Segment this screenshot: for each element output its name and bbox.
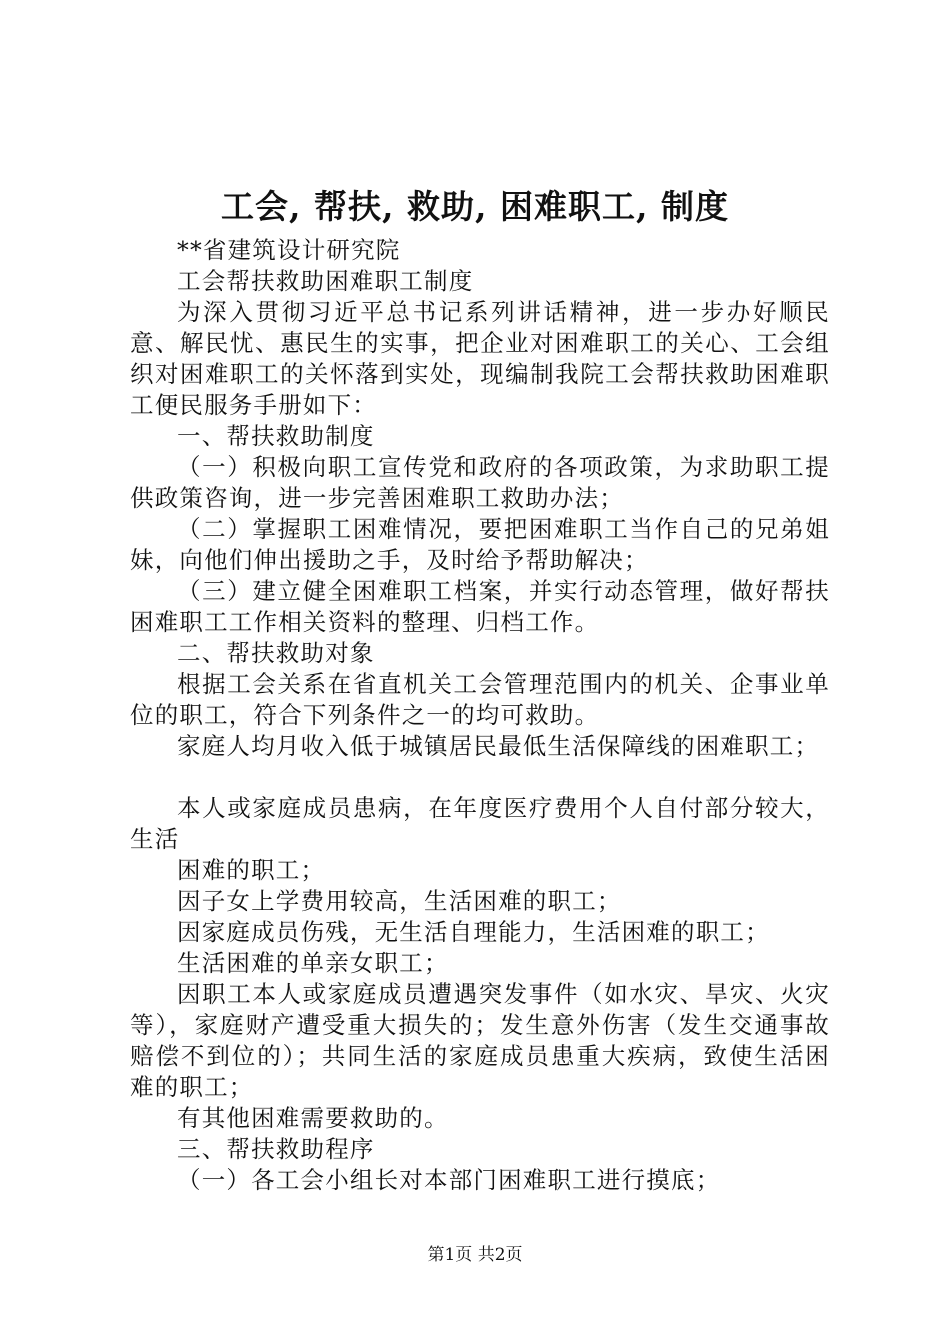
paragraph-condition-single-mother: 生活困难的单亲女职工；: [177, 949, 449, 977]
page-footer: 第1页 共2页: [427, 1245, 523, 1265]
paragraph-condition-disability: 因家庭成员伤残，无生活自理能力，生活困难的职工；: [177, 918, 770, 946]
heading-section-3: 三、帮扶救助程序: [177, 1135, 375, 1163]
paragraph-item-1-1: （一）积极向职工宣传党和政府的各项政策，为求助职工提供政策咨询，进一步完善困难职工救助办法；: [130, 453, 830, 512]
paragraph-procedure-1: （一）各工会小组长对本部门困难职工进行摸底；: [177, 1166, 721, 1194]
heading-section-1: 一、帮扶救助制度: [177, 422, 375, 450]
document-title: 工会, 帮扶, 救助, 困难职工, 制度: [221, 187, 729, 226]
paragraph-condition-illness-cont: 困难的职工；: [177, 856, 326, 884]
paragraph-item-1-3: （三）建立健全困难职工档案，并实行动态管理，做好帮扶困难职工工作相关资料的整理、归档工作。: [130, 577, 830, 636]
paragraph-condition-other: 有其他困难需要救助的。: [177, 1104, 449, 1132]
paragraph-condition-emergency: 因职工本人或家庭成员遭遇突发事件（如水灾、旱灾、火灾等），家庭财产遭受重大损失的；发生意外伤害（发生交通事故赔偿不到位的）；共同生活的家庭成员患重大疾病，致使生活困难的职工；: [130, 980, 830, 1101]
document-body: [130, 235, 830, 1196]
paragraph-institute: **省建筑设计研究院: [177, 236, 401, 264]
heading-section-2: 二、帮扶救助对象: [177, 639, 375, 667]
paragraph-subtitle: 工会帮扶救助困难职工制度: [177, 267, 474, 295]
paragraph-condition-education: 因子女上学费用较高，生活困难的职工；: [177, 887, 622, 915]
paragraph-item-1-2: （二）掌握职工困难情况，要把困难职工当作自己的兄弟姐妹，向他们伸出援助之手，及时给予帮助解决；: [130, 515, 830, 574]
paragraph-eligibility: 根据工会关系在省直机关工会管理范围内的机关、企事业单位的职工，符合下列条件之一的均可救助。: [130, 670, 830, 729]
paragraph-condition-income: 家庭人均月收入低于城镇居民最低生活保障线的困难职工；: [177, 732, 820, 760]
paragraph-condition-illness: 本人或家庭成员患病，在年度医疗费用个人自付部分较大，生活: [130, 794, 830, 853]
paragraph-intro: 为深入贯彻习近平总书记系列讲话精神，进一步办好顺民意、解民忧、惠民生的实事，把企业对困难职工的关心、工会组织对困难职工的关怀落到实处，现编制我院工会帮扶救助困难职工便民服务手册如下：: [130, 298, 830, 419]
